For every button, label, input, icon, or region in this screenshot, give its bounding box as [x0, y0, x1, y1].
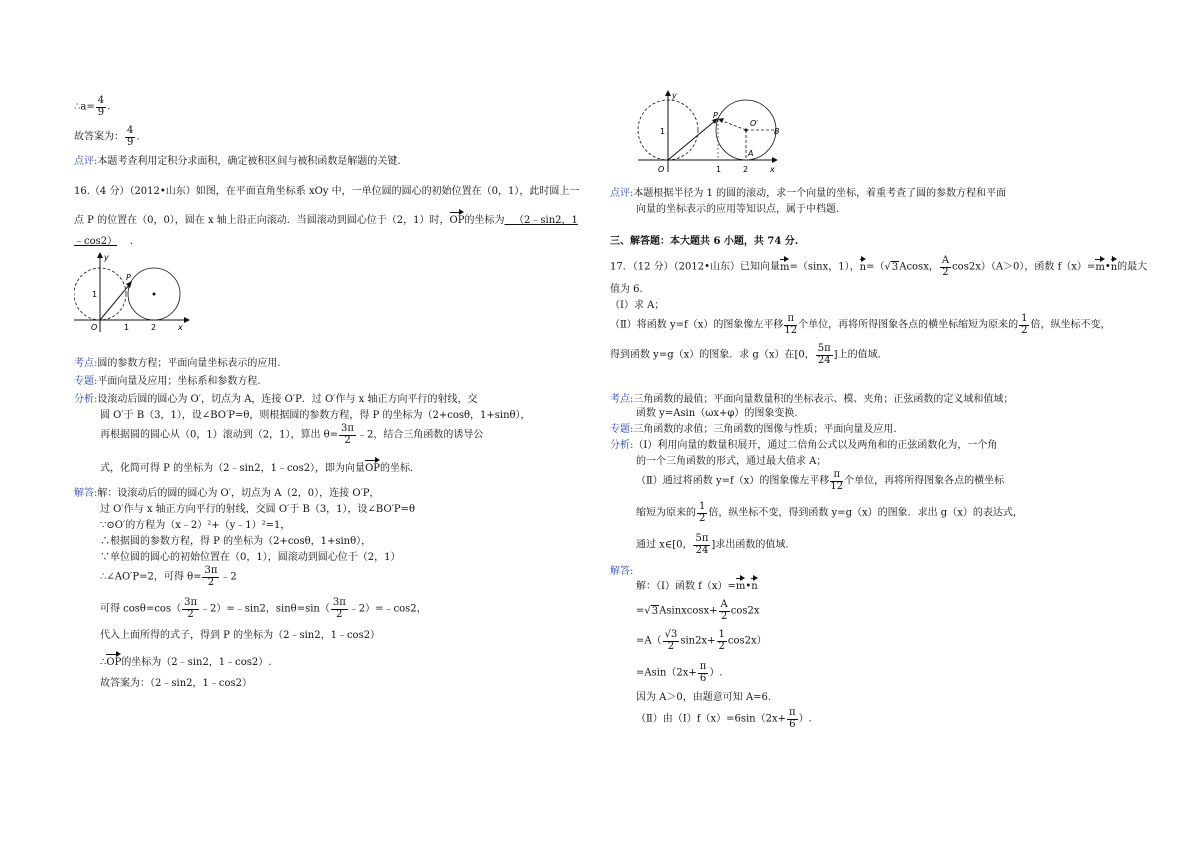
- vector-op: OP: [450, 210, 465, 227]
- svg-text:P: P: [126, 273, 131, 282]
- q17-line-4: （Ⅱ）将函数 y=f（x）的图象像左平移 $\frac{\pi}{12}$ 个单位，再将所得图象各点的横坐标缩短为原来的 $\frac{1}{2}$ 倍，纵坐标不变，: [610, 313, 1111, 336]
- svg-text:1: 1: [124, 323, 130, 332]
- q16-jieda-9: ∴OP的坐标为（2﹣sin2，1﹣cos2）.: [100, 652, 271, 669]
- q16-jieda-2: 过 O′作与 x 轴正方向平行的射线，交圆 O′于 B（3，1），设∠BO′P=θ: [100, 504, 416, 515]
- q17-kaodian-1: 考点:三角函数的最值；平面向量数量积的坐标表示、模、夹角；正弦函数的定义域和值域；: [610, 394, 1014, 405]
- q16-jieda-3: ∵⊙O′的方程为（x﹣2）²+（y﹣1）²=1，: [100, 520, 291, 531]
- q16-figure-continued: [634, 86, 784, 180]
- q17-line-1: 17．（12 分）（2012•山东）已知向量m=（sinx，1），n=（√3Acosx， $\frac{A}{2}$ cos2x）（A＞0），函数 f（x）=m•n的最大: [610, 255, 1148, 278]
- q17-zhuanti: 专题:三角函数的求值；三角函数的图像与性质；平面向量及应用.: [610, 424, 897, 435]
- svg-text:x: x: [770, 165, 775, 174]
- q17-jieda-3: =A（ $\frac{√3}{2}$ sin2x+ $\frac{1}{2}$ cos2x）: [636, 629, 767, 652]
- q16-fenxi-1: 分析:设滚动后圆的圆心为 O′，切点为 A，连接 O′P．过 O′作与 x 轴正方向平行的射线，交: [74, 394, 478, 405]
- q16-jieda-5: ∵单位圆的圆心的初始位置在（0，1），圆滚动到圆心位于（2，1）: [100, 552, 401, 563]
- q17-line-3: （Ⅰ）求 A；: [610, 300, 665, 311]
- comment-tag: 点评:: [74, 156, 98, 167]
- q17-jieda-2: =√3Asinxcosx+ $\frac{A}{2}$ cos2x: [636, 599, 760, 622]
- svg-text:y: y: [672, 91, 677, 100]
- q17-fenxi-2: 的一个三角函数的形式，通过最大值求 A；: [636, 456, 827, 467]
- svg-text:B: B: [774, 127, 780, 136]
- svg-text:O′: O′: [750, 119, 759, 128]
- q16-jieda-10: 故答案为：（2﹣sin2，1﹣cos2）: [100, 678, 252, 689]
- text: ∴a=: [74, 101, 95, 113]
- fraction: $\frac{4}{9}$: [97, 95, 105, 118]
- q16-kaodian: 考点:圆的参数方程；平面向量坐标表示的应用.: [74, 358, 281, 369]
- q16-jieda-8: 代入上面所得的式子，得到 P 的坐标为（2﹣sin2，1﹣cos2）: [100, 630, 381, 641]
- q16-fenxi-4: 式，化简可得 P 的坐标为（2﹣sin2，1﹣cos2），即为向量OP的坐标.: [100, 458, 413, 475]
- q17-fenxi-3: （Ⅱ）通过将函数 y=f（x）的图象像左平移 $\frac{\pi}{12}$ 个单位，再将所得图象各点的横坐标: [636, 469, 1005, 492]
- q16-jieda-7: 可得 cosθ=cos（ $\frac{3\pi}{2}$ ﹣2）=﹣sin2，sinθ=sin（ $\frac{3\pi}{2}$ ﹣2）=﹣cos2，: [100, 597, 427, 620]
- rolling-circle-figure-detail: [634, 86, 784, 176]
- svg-text:O: O: [658, 165, 665, 174]
- comment-text: 本题考查利用定积分求面积，确定被积区间与被积函数是解题的关键.: [97, 156, 401, 167]
- svg-text:2: 2: [151, 323, 157, 332]
- q17-jieda-4: =Asin（2x+ $\frac{\pi}{6}$ ）.: [636, 661, 723, 684]
- svg-text:1: 1: [716, 165, 722, 174]
- q16-fenxi-3: 再根据圆的圆心从（0，1）滚动到（2，1），算出 θ= $\frac{3\pi}{2}$ ﹣2，结合三角函数的诱导公: [100, 423, 484, 446]
- prev-comment: [74, 156, 401, 168]
- fraction: $\frac{4}{9}$: [127, 125, 134, 148]
- svg-text:y: y: [104, 253, 109, 262]
- svg-text:P: P: [713, 111, 718, 120]
- q17-line-5: 得到函数 y=g（x）的图象．求 g（x）在[0， $\frac{5\pi}{24}$ ]上的值域.: [610, 343, 881, 366]
- q16-line-3: ﹣cos2） ．: [74, 236, 140, 247]
- q16-figure: [74, 250, 194, 338]
- svg-text:x: x: [178, 323, 183, 332]
- q16-line-2: 点 P 的位置在（0，0），圆在 x 轴上沿正向滚动．当圆滚动到圆心位于（2，1）时，OP的坐标为 （2﹣sin2，1: [74, 210, 578, 227]
- rolling-circle-figure: [74, 250, 194, 334]
- section-heading: 三、解答题：本大题共 6 小题，共 74 分.: [610, 236, 799, 247]
- q17-line-2: 值为 6.: [610, 284, 643, 295]
- svg-text:O: O: [91, 323, 98, 332]
- prev-a-line: ∴a= $\frac{4}{9}$ .: [74, 95, 111, 118]
- answer-blank: （2﹣sin2，1: [514, 215, 578, 226]
- q17-jieda-1: 解：（Ⅰ）函数 f（x）=m•n: [636, 576, 758, 593]
- q16-fenxi-2: 圆 O′于 B（3，1），设∠BO′P=θ，则根据圆的参数方程，得 P 的坐标为（2+cosθ，1+sinθ），: [100, 410, 531, 421]
- q16-jieda-4: ∴根据圆的参数方程，得 P 的坐标为（2+cosθ，1+sinθ），: [100, 536, 372, 547]
- prev-answer-line: 故答案为： $\frac{4}{9}$ .: [74, 125, 140, 148]
- q16-dianping-1: 点评:本题根据半径为 1 的圆的滚动，求一个向量的坐标，着重考查了圆的参数方程和平面: [610, 188, 1007, 199]
- q16-line-1: 16.（4 分）（2012•山东）如图，在平面直角坐标系 xOy 中，一单位圆的圆心的初始位置在（0，1），此时圆上一: [74, 186, 580, 197]
- svg-text:A: A: [748, 149, 754, 158]
- q17-jieda-6: （Ⅱ）由（Ⅰ）f（x）=6sin（2x+ $\frac{\pi}{6}$ ）.: [636, 707, 812, 730]
- q17-jieda-5: 因为 A＞0，由题意可知 A=6.: [636, 692, 772, 703]
- svg-text:2: 2: [743, 165, 749, 174]
- q16-dianping-2: 向量的坐标表示的应用等知识点，属于中档题.: [636, 204, 840, 215]
- q17-fenxi-1: 分析:（Ⅰ）利用向量的数量积展开，通过二倍角公式以及两角和的正弦函数化为，一个角: [610, 440, 998, 451]
- answer-blank-cont: ﹣cos2）: [74, 236, 118, 247]
- q17-fenxi-5: 通过 x∈[0， $\frac{5\pi}{24}$ ]求出函数的值域.: [636, 533, 789, 556]
- svg-text:1: 1: [660, 127, 666, 136]
- q17-jieda-tag: 解答:: [610, 566, 634, 577]
- q17-kaodian-2: 函数 y=Asin（ωx+φ）的图象变换.: [636, 408, 798, 419]
- svg-text:1: 1: [92, 290, 98, 299]
- q16-zhuanti: 专题:平面向量及应用；坐标系和参数方程.: [74, 376, 261, 387]
- q16-jieda-6: ∴∠AO′P=2，可得 θ= $\frac{3\pi}{2}$ ﹣2: [100, 565, 237, 588]
- q16-jieda-1: 解答:解：设滚动后的圆的圆心为 O′，切点为 A（2，0），连接 O′P，: [74, 488, 380, 499]
- q17-fenxi-4: 缩短为原来的 $\frac{1}{2}$ 倍，纵坐标不变，得到函数 y=g（x）的图象．求出 g（x）的表达式，: [636, 501, 1023, 524]
